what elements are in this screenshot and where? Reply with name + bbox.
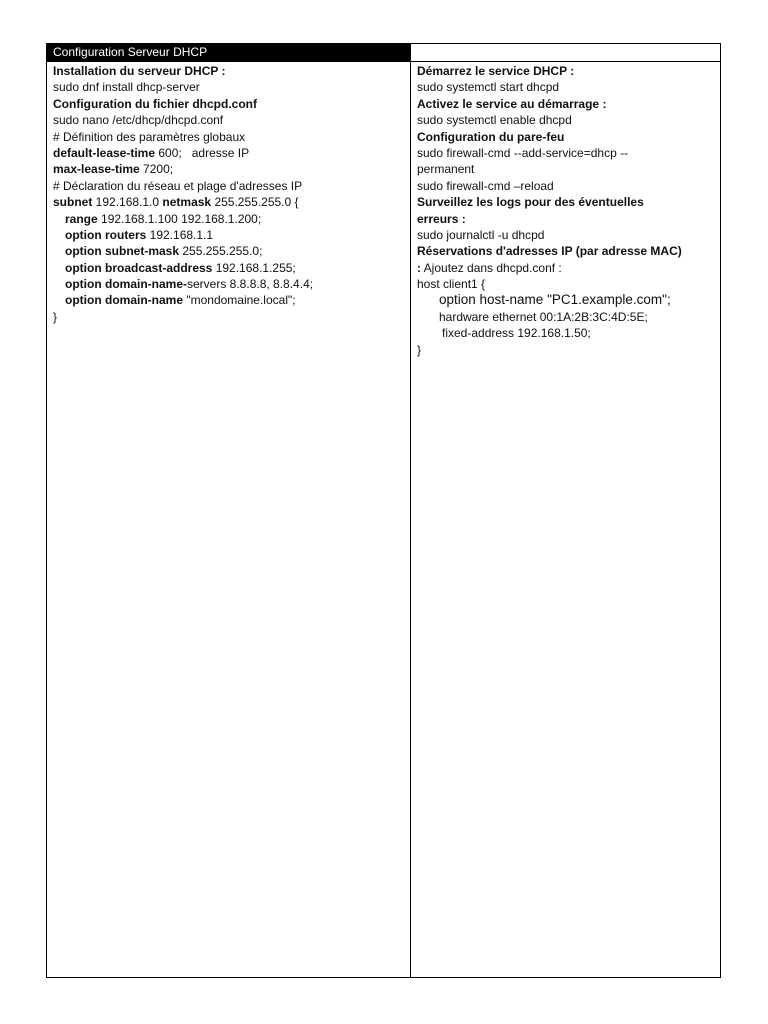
routers-line: [53, 227, 405, 243]
config-file-heading: Configuration du fichier dhcpd.conf: [53, 96, 257, 111]
netmask-value: 255.255.255.0 {: [211, 195, 299, 210]
hardware-ethernet-line: hardware ethernet 00:1A:2B:3C:4D:5E;: [439, 309, 648, 324]
broadcast-key: option broadcast-address: [65, 260, 213, 275]
reservations-heading: Réservations d'adresses IP (par adresse MAC): [417, 244, 682, 259]
max-lease-key: max-lease-time: [53, 162, 140, 177]
subnet-mask-line: [53, 243, 405, 259]
host-block-open: host client1 {: [417, 277, 486, 292]
subnet-mask-key: option subnet-mask: [65, 244, 180, 259]
reservations-intro: Ajoutez dans dhcpd.conf :: [421, 260, 562, 275]
routers-value: 192.168.1.1: [146, 227, 214, 242]
global-params-comment: # Définition des paramètres globaux: [53, 129, 246, 144]
table-header-row: [47, 44, 720, 62]
edit-config-command: sudo nano /etc/dhcp/dhcpd.conf: [53, 113, 224, 128]
fixed-address-line: fixed-address 192.168.1.50;: [442, 326, 591, 341]
domain-name-value: "mondomaine.local";: [183, 293, 296, 308]
enable-service-heading: Activez le service au démarrage :: [417, 96, 607, 111]
dns-servers-line: [53, 276, 405, 292]
right-column: [417, 63, 717, 358]
range-value: 192.168.1.100 192.168.1.200;: [97, 211, 262, 226]
host-block-close: }: [417, 342, 422, 357]
network-comment: # Déclaration du réseau et plage d'adresses IP: [53, 178, 303, 193]
broadcast-line: [53, 260, 405, 276]
start-service-command: sudo systemctl start dhcpd: [417, 80, 560, 95]
subnet-line: [53, 194, 405, 210]
install-command: sudo dnf install dhcp-server: [53, 80, 200, 95]
host-name-option: option host-name "PC1.example.com";: [439, 292, 671, 308]
column-divider: [410, 62, 411, 977]
subnet-key: subnet: [53, 195, 93, 210]
max-lease-value: 7200;: [139, 162, 174, 177]
routers-key: option routers: [65, 227, 147, 242]
firewall-add-command-cont: permanent: [417, 162, 475, 177]
subnet-mask-value: 255.255.255.0;: [179, 244, 263, 259]
install-heading: Installation du serveur DHCP :: [53, 64, 226, 78]
logs-heading-cont: erreurs :: [417, 211, 466, 226]
firewall-add-command: sudo firewall-cmd --add-service=dhcp --: [417, 145, 629, 160]
max-lease-line: [53, 161, 405, 177]
dns-servers-value: servers 8.8.8.8, 8.8.4.4;: [187, 277, 314, 292]
table-header-empty-cell: [410, 44, 720, 61]
reservations-intro-line: [417, 260, 717, 276]
default-lease-key: default-lease-time: [53, 145, 156, 160]
logs-command: sudo journalctl -u dhcpd: [417, 227, 545, 242]
subnet-closing-brace: }: [53, 309, 58, 324]
left-column: [53, 63, 405, 325]
logs-heading: Surveillez les logs pour des éventuelles: [417, 195, 644, 210]
dns-servers-key: option domain-name-: [65, 277, 187, 292]
default-lease-line: [53, 145, 405, 161]
range-line: [53, 211, 405, 227]
reservations-colon: :: [417, 260, 421, 275]
netmask-key: netmask: [162, 195, 212, 210]
firewall-heading: Configuration du pare-feu: [417, 129, 565, 144]
default-lease-value: 600; adresse IP: [155, 145, 250, 160]
subnet-value: 192.168.1.0: [92, 195, 163, 210]
document-table: [46, 43, 721, 978]
range-key: range: [65, 211, 98, 226]
table-title: Configuration Serveur DHCP: [47, 44, 410, 61]
firewall-reload-command: sudo firewall-cmd –reload: [417, 178, 554, 193]
domain-name-key: option domain-name: [65, 293, 183, 308]
domain-name-line: [53, 292, 405, 308]
start-service-heading: Démarrez le service DHCP :: [417, 64, 575, 78]
broadcast-value: 192.168.1.255;: [212, 260, 296, 275]
enable-service-command: sudo systemctl enable dhcpd: [417, 113, 572, 128]
